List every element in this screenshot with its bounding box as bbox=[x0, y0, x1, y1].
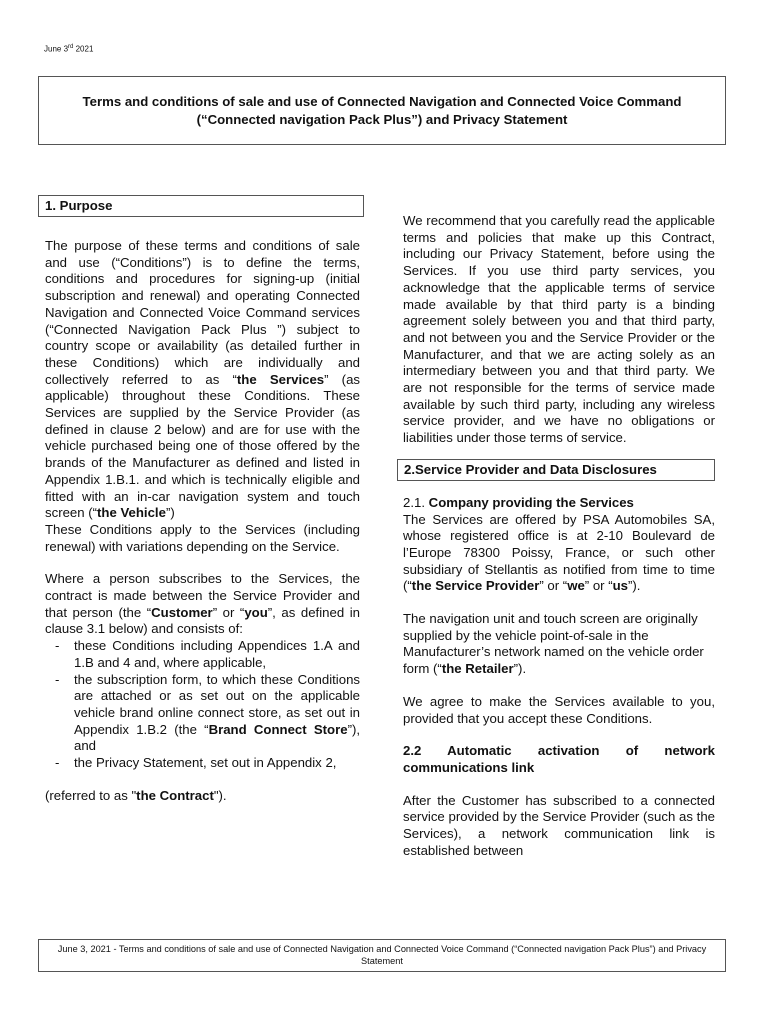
purpose-paragraph-2: These Conditions apply to the Services (including renewal) with variations depending on the Service. bbox=[45, 521, 360, 554]
section-heading-purpose: 1. Purpose bbox=[38, 195, 364, 217]
contract-definition: (referred to as "the Contract"). bbox=[45, 787, 227, 803]
retailer-paragraph: The navigation unit and touch screen are originally supplied by the vehicle point-of-sale in the Manufacturer’s network named on the vehicle order form (“the Retailer”). bbox=[403, 611, 704, 677]
list-item: - the Privacy Statement, set out in Appendix 2, bbox=[45, 755, 360, 772]
list-item: - the subscription form, to which these Conditions are attached or as set out on the applicable vehicle brand online connect store, as set out in Appendix 1.B.2 (the “Brand Connect Store”), and bbox=[45, 672, 360, 756]
availability-paragraph: We agree to make the Services available to you, provided that you accept these Conditions. bbox=[403, 693, 715, 726]
purpose-paragraph-3: Where a person subscribes to the Services, the contract is made between the Service Provider and that person (the “Customer” or “you”, as defined in clause 3.1 below) and consists of: bbox=[45, 571, 360, 637]
network-link-paragraph: After the Customer has subscribed to a connected service provided by the Service Provider (such as the Services), a network communication link is established between bbox=[403, 792, 715, 858]
right-column bbox=[403, 213, 715, 860]
section-heading-service-provider: 2.Service Provider and Data Disclosures bbox=[397, 459, 715, 481]
list-item: - these Conditions including Appendices 1.A and 1.B and 4 and, where applicable, bbox=[45, 638, 360, 671]
document-date: June 3rd 2021 bbox=[44, 44, 94, 54]
subsection-heading-2-2: 2.2 Automatic activation of network communications link bbox=[403, 743, 715, 775]
recommendation-paragraph: We recommend that you carefully read the applicable terms and policies that make up this Contract, including our Privacy Statement, before using the Services. If you use third party services, you acknowledge that the applicable terms of service made available by that third party is a binding agreement solely between you and that third party, and not between you and the Service Provider or the Manufacturer, and that we are acting solely as an intermediary between you and that third party. We are not responsible for the terms of service made available by such third party, including any wireless service provider, and we have no obligations or liabilities under those terms of service. bbox=[403, 213, 715, 446]
title-box bbox=[38, 76, 726, 145]
service-provider-paragraph: The Services are offered by PSA Automobiles SA, whose registered office is at 2-10 Boulevard de l’Europe 78300 Poissy, France, or such other subsidiary of Stellantis as notified from time to time (“the Service Provider” or “we” or “us”). bbox=[403, 511, 715, 594]
left-column bbox=[45, 195, 360, 805]
document-title: Terms and conditions of sale and use of Connected Navigation and Connected Voice Command (“Connected navigation Pack Plus”) and Privacy Statement bbox=[82, 93, 682, 127]
purpose-paragraph-1: The purpose of these terms and conditions of sale and use (“Conditions”) is to define the terms, conditions and procedures for signing-up (initial subscription and renewal) and operating Connected Navigation and Connected Voice Command services (“Connected Navigation Pack Plus ”) subject to country scope or availability (as detailed further in these Conditions) which are individually and collectively referred to as “the Services” (as applicable) throughout these Conditions. These Services are supplied by the Service Provider (as defined in clause 2 below) and are for use with the vehicle purchased being one of those offered by the brands of the Manufacturer as defined and listed in Appendix 1.B.1. and which is technically eligible and fitted with an in-car navigation system and touch screen (“the Vehicle”) bbox=[45, 238, 360, 521]
page-footer: June 3, 2021 - Terms and conditions of sale and use of Connected Navigation and Connected Voice Command (“Connected navigation Pack Plus”) and Privacy Statement bbox=[38, 939, 726, 972]
subsection-heading-2-1: 2.1. Company providing the Services bbox=[403, 494, 634, 510]
contract-components-list bbox=[45, 638, 360, 772]
